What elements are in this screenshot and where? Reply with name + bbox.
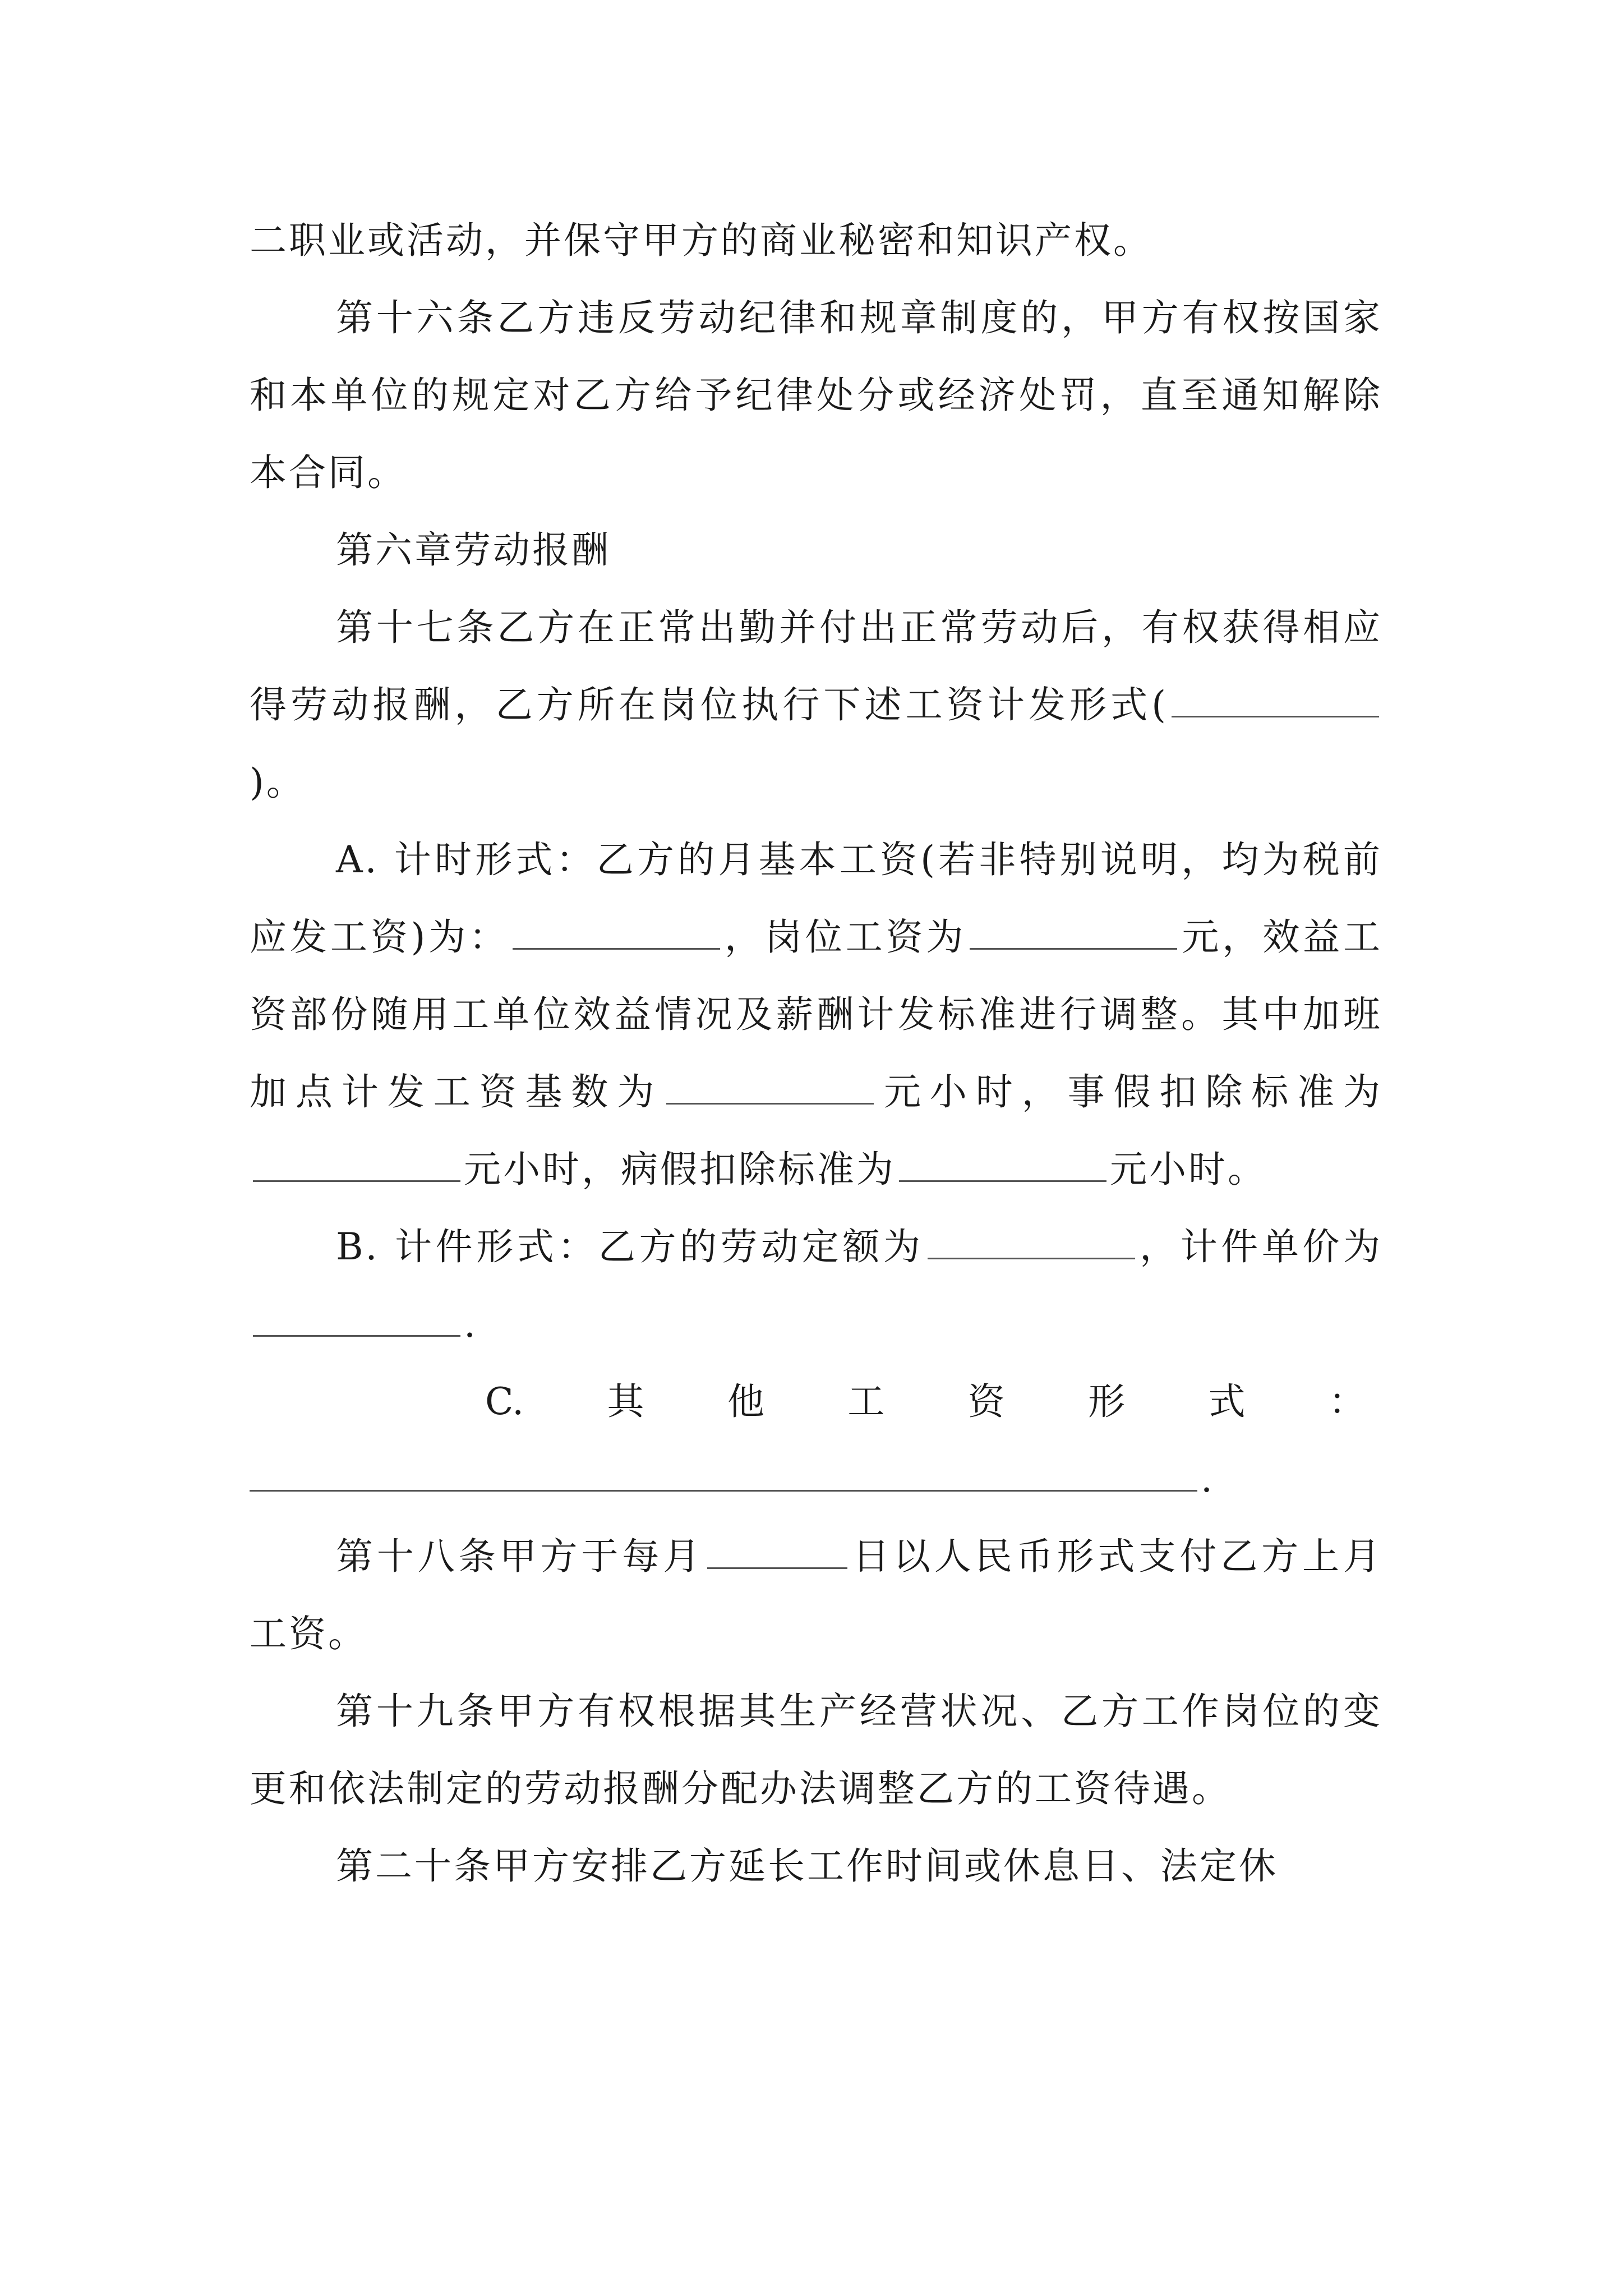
spread-char: C.	[485, 1380, 524, 1423]
spread-char: 工	[847, 1380, 885, 1423]
paragraph-continuation	[250, 202, 1382, 279]
clause-c-other-label	[250, 1363, 1382, 1441]
clause-c-blank-line	[250, 1441, 1382, 1518]
article-19	[250, 1673, 1382, 1828]
heading-text: 第六章劳动报酬	[336, 528, 611, 572]
article-17	[250, 589, 1382, 821]
clause-text: ，计件单价为	[1138, 1225, 1383, 1268]
clause-text: 元小时。	[1110, 1148, 1267, 1191]
clause-text: .	[464, 1303, 478, 1346]
paren-open: (	[1151, 683, 1168, 726]
wage-form-blank[interactable]	[1172, 677, 1379, 717]
article-20	[250, 1828, 1382, 1905]
paragraph-text: 第十七条乙方在正常出勤并付出正常劳动后，有权获得相应得劳动报酬，乙方所在岗位执行下述工资计发形式	[250, 606, 1382, 726]
paragraph-text: 第十九条甲方有权根据其生产经营状况、乙方工作岗位的变更和依法制定的劳动报酬分配办法调整乙方的工资待遇。	[250, 1690, 1382, 1810]
spread-char: 资	[967, 1380, 1005, 1423]
clause-text: B. 计件形式：乙方的劳动定额为	[336, 1225, 924, 1268]
paren-close: )。	[250, 761, 306, 804]
personal-leave-deduction-blank[interactable]	[253, 1141, 460, 1182]
overtime-base-blank[interactable]	[666, 1064, 874, 1105]
clause-text: 元小时，事假扣除标准为	[877, 1070, 1383, 1114]
labor-quota-blank[interactable]	[928, 1218, 1135, 1259]
spread-char: 形	[1088, 1380, 1126, 1423]
spread-char: 他	[727, 1380, 764, 1423]
piece-rate-blank[interactable]	[253, 1296, 460, 1337]
base-salary-blank[interactable]	[513, 909, 720, 950]
paragraph-text: 第二十条甲方安排乙方延长工作时间或休息日、法定休	[336, 1844, 1278, 1888]
other-wage-form-blank[interactable]	[250, 1451, 1197, 1492]
clause-text: ，岗位工资为	[723, 915, 967, 959]
pay-day-blank[interactable]	[707, 1528, 847, 1569]
post-salary-blank[interactable]	[970, 909, 1177, 950]
clause-text: 元，效益工资部份随用工单位效益情况及薪酬计发标准进行调整。其中加班加点计发工资基数为	[250, 915, 1383, 1114]
sick-leave-deduction-blank[interactable]	[899, 1141, 1106, 1182]
paragraph-text: 二职业或活动，并保守甲方的商业秘密和知识产权。	[250, 219, 1152, 262]
spread-char: 其	[607, 1380, 644, 1423]
clause-text: A. 计时形式：乙方的月基本工资(若非特别说明，均为税前应发工资)为：	[250, 838, 1382, 959]
chapter-6-heading	[250, 512, 1382, 589]
clause-b-piece-based	[250, 1208, 1382, 1363]
article-18	[250, 1518, 1382, 1673]
clause-text: 元小时，病假扣除标准为	[464, 1148, 896, 1191]
clause-text: .	[1201, 1457, 1215, 1501]
spread-char: 式	[1208, 1380, 1246, 1423]
paragraph-text: 第十六条乙方违反劳动纪律和规章制度的，甲方有权按国家和本单位的规定对乙方给予纪律处分或经济处罚，直至通知解除本合同。	[250, 296, 1382, 494]
clause-a-time-based	[250, 821, 1382, 1208]
spread-char: ：	[1328, 1380, 1366, 1423]
paragraph-text: 日以人民币形式支付乙方上月工资。	[250, 1535, 1383, 1655]
article-16	[250, 279, 1382, 512]
document-body	[250, 202, 1382, 1905]
paragraph-text: 第十八条甲方于每月	[336, 1535, 704, 1578]
